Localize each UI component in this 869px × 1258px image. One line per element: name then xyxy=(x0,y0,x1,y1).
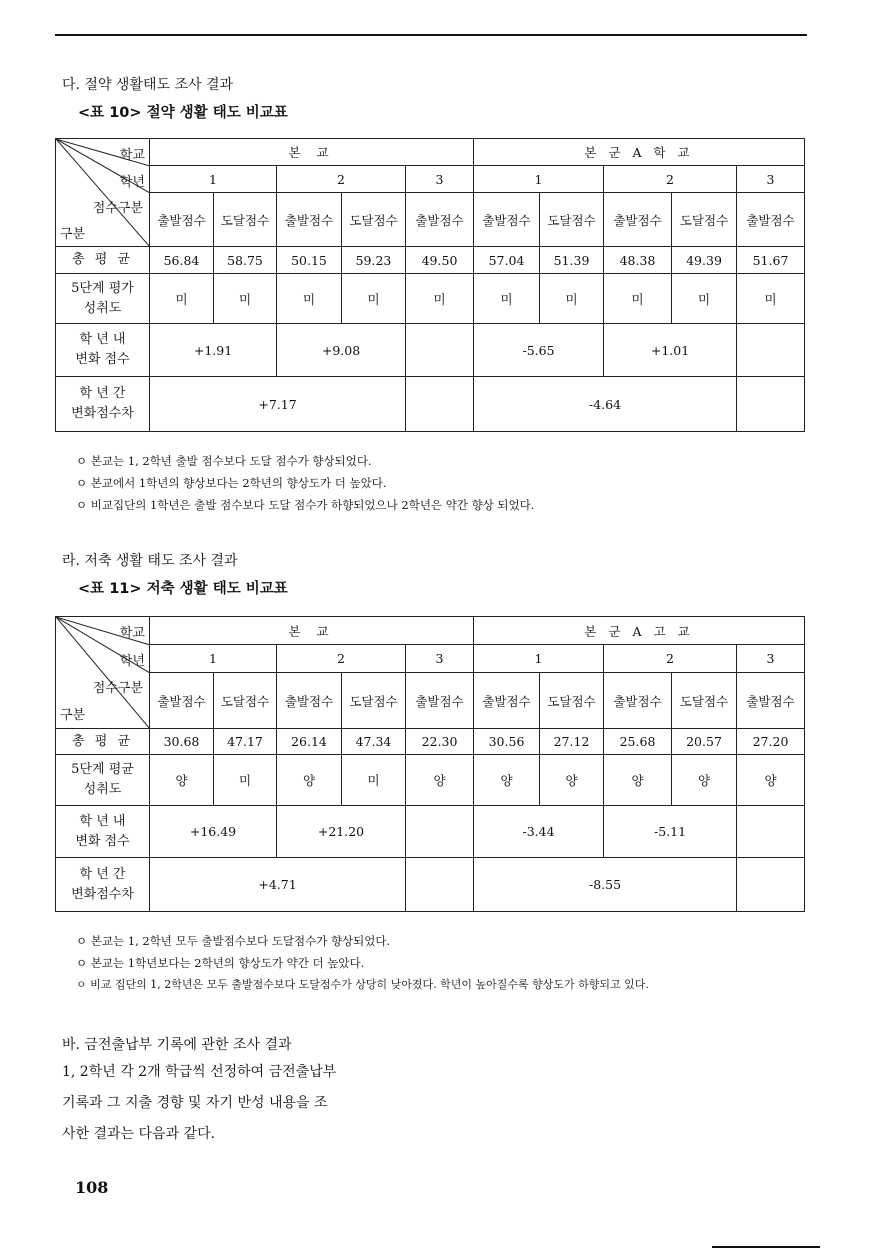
section-heading-da: 다. 절약 생활태도 조사 결과 xyxy=(62,77,234,93)
average-cell: 49.50 xyxy=(406,247,474,274)
average-cell: 59.23 xyxy=(342,247,406,274)
column-header: 도달점수 xyxy=(214,193,277,247)
row-label-line: 학 년 내 xyxy=(79,332,126,347)
grade-header: 1 xyxy=(474,645,604,673)
row-label-average: 총 평 균 xyxy=(56,729,150,755)
column-header: 출발점수 xyxy=(474,193,540,247)
row-label-line: 학 년 간 xyxy=(79,386,126,401)
table-caption-11: <표 11> 저축 생활 태도 비교표 xyxy=(78,581,288,597)
corner-cell xyxy=(56,617,150,729)
section-heading-ba: 바. 금전출납부 기록에 관한 조사 결과 xyxy=(62,1037,292,1053)
average-cell: 51.67 xyxy=(737,247,805,274)
achievement-cell: 미 xyxy=(474,274,540,324)
within-change-cell: +21.20 xyxy=(277,806,406,858)
corner-cell xyxy=(56,139,150,247)
column-header: 도달점수 xyxy=(540,673,604,729)
achievement-cell: 양 xyxy=(540,755,604,806)
grade-header: 3 xyxy=(406,166,474,193)
column-header: 출발점수 xyxy=(150,193,214,247)
within-change-cell xyxy=(737,806,805,858)
achievement-cell: 미 xyxy=(342,274,406,324)
note-line: ㅇ 본교에서 1학년의 향상보다는 2학년의 향상도가 더 높았다. xyxy=(76,476,387,490)
between-change-cell xyxy=(406,377,474,432)
within-change-cell: +1.91 xyxy=(150,324,277,377)
achievement-cell: 미 xyxy=(604,274,672,324)
average-cell: 27.12 xyxy=(540,729,604,755)
achievement-cell: 미 xyxy=(342,755,406,806)
column-header: 출발점수 xyxy=(406,193,474,247)
column-header: 출발점수 xyxy=(474,673,540,729)
school-comp-header: 본 군 A 학 교 xyxy=(474,139,805,166)
grade-header: 2 xyxy=(277,166,406,193)
achievement-cell: 미 xyxy=(277,274,342,324)
school-main-header: 본 교 xyxy=(150,139,474,166)
body-paragraph xyxy=(62,1057,336,1150)
row-label-line: 변화 점수 xyxy=(75,833,130,849)
top-rule xyxy=(55,34,807,36)
note-line: ㅇ 본교는 1학년보다는 2학년의 향상도가 약간 더 높았다. xyxy=(76,956,365,970)
row-label-line: 학 년 내 xyxy=(79,813,126,829)
row-label-line: 성취도 xyxy=(83,300,122,316)
average-cell: 49.39 xyxy=(672,247,737,274)
row-label-line: 5단계 평균 xyxy=(71,762,134,777)
notes-ra xyxy=(76,930,649,996)
average-cell: 20.57 xyxy=(672,729,737,755)
grade-header: 3 xyxy=(406,645,474,673)
corner-school-label: 학교 xyxy=(119,148,145,163)
row-label-achievement xyxy=(56,274,150,324)
average-cell: 22.30 xyxy=(406,729,474,755)
row-label-within xyxy=(56,324,150,377)
average-cell: 58.75 xyxy=(214,247,277,274)
row-label-within xyxy=(56,806,150,858)
achievement-cell: 미 xyxy=(150,274,214,324)
row-label-line: 변화 점수 xyxy=(75,352,130,367)
column-header: 출발점수 xyxy=(604,193,672,247)
column-header: 도달점수 xyxy=(672,673,737,729)
within-change-cell: +16.49 xyxy=(150,806,277,858)
average-cell: 30.56 xyxy=(474,729,540,755)
column-header: 출발점수 xyxy=(277,193,342,247)
note-line: ㅇ 비교 집단의 1, 2학년은 모두 출발점수보다 도달점수가 상당히 낮아졌다. 학년이 높아질수록 향상도가 하향되고 있다. xyxy=(76,978,649,991)
within-change-cell xyxy=(406,324,474,377)
average-cell: 25.68 xyxy=(604,729,672,755)
grade-header: 2 xyxy=(277,645,406,673)
grade-header: 2 xyxy=(604,645,737,673)
achievement-cell: 미 xyxy=(406,274,474,324)
grade-header: 3 xyxy=(737,645,805,673)
average-cell: 30.68 xyxy=(150,729,214,755)
grade-header: 1 xyxy=(150,645,277,673)
column-header: 도달점수 xyxy=(540,193,604,247)
achievement-cell: 미 xyxy=(214,755,277,806)
achievement-cell: 양 xyxy=(406,755,474,806)
note-line: ㅇ 본교는 1, 2학년 모두 출발점수보다 도달점수가 향상되었다. xyxy=(76,934,391,948)
bottom-rule xyxy=(712,1246,820,1248)
average-cell: 47.17 xyxy=(214,729,277,755)
between-change-cell: -8.55 xyxy=(474,858,737,912)
between-change-cell: +4.71 xyxy=(150,858,406,912)
achievement-cell: 양 xyxy=(474,755,540,806)
row-label-line: 성취도 xyxy=(83,782,122,797)
achievement-cell: 양 xyxy=(277,755,342,806)
column-header: 출발점수 xyxy=(604,673,672,729)
column-header: 도달점수 xyxy=(342,673,406,729)
between-change-cell xyxy=(737,377,805,432)
achievement-cell: 미 xyxy=(540,274,604,324)
between-change-cell xyxy=(406,858,474,912)
achievement-cell: 양 xyxy=(737,755,805,806)
row-label-between xyxy=(56,377,150,432)
paragraph-line: 기록과 그 지출 경향 및 자기 반성 내용을 조 xyxy=(62,1095,328,1111)
corner-div-label: 구분 xyxy=(60,227,86,242)
within-change-cell: +1.01 xyxy=(604,324,737,377)
within-change-cell: -3.44 xyxy=(474,806,604,858)
column-header: 도달점수 xyxy=(342,193,406,247)
page-number: 108 xyxy=(75,1178,109,1197)
paragraph-line: 사한 결과는 다음과 같다. xyxy=(62,1126,216,1142)
average-cell: 27.20 xyxy=(737,729,805,755)
column-header: 출발점수 xyxy=(406,673,474,729)
grade-header: 1 xyxy=(474,166,604,193)
average-cell: 57.04 xyxy=(474,247,540,274)
column-header: 출발점수 xyxy=(737,673,805,729)
corner-grade-label: 학년 xyxy=(119,654,145,669)
notes-da xyxy=(76,450,534,516)
school-main-header: 본 교 xyxy=(150,617,474,645)
achievement-cell: 양 xyxy=(150,755,214,806)
note-line: ㅇ 본교는 1, 2학년 출발 점수보다 도달 점수가 향상되었다. xyxy=(76,454,372,468)
column-header: 출발점수 xyxy=(737,193,805,247)
within-change-cell: -5.65 xyxy=(474,324,604,377)
row-label-average: 총 평 균 xyxy=(56,247,150,274)
average-cell: 51.39 xyxy=(540,247,604,274)
table-11 xyxy=(55,616,805,912)
table-10 xyxy=(55,138,805,432)
between-change-cell xyxy=(737,858,805,912)
achievement-cell: 미 xyxy=(737,274,805,324)
column-header: 출발점수 xyxy=(277,673,342,729)
grade-header: 2 xyxy=(604,166,737,193)
average-cell: 47.34 xyxy=(342,729,406,755)
within-change-cell xyxy=(406,806,474,858)
between-change-cell: +7.17 xyxy=(150,377,406,432)
between-change-cell: -4.64 xyxy=(474,377,737,432)
grade-header: 1 xyxy=(150,166,277,193)
corner-type-label: 점수구분 xyxy=(92,201,143,216)
note-line: ㅇ 비교집단의 1학년은 출발 점수보다 도달 점수가 하향되었으나 2학년은 약간 향상 되었다. xyxy=(76,498,535,512)
row-label-line: 5단계 평가 xyxy=(71,280,134,296)
row-label-between xyxy=(56,858,150,912)
row-label-line: 학 년 간 xyxy=(79,866,126,882)
row-label-line: 변화점수차 xyxy=(71,406,134,421)
column-header: 출발점수 xyxy=(150,673,214,729)
section-heading-ra: 라. 저축 생활 태도 조사 결과 xyxy=(62,553,238,569)
achievement-cell: 미 xyxy=(214,274,277,324)
corner-div-label: 구분 xyxy=(60,708,86,723)
within-change-cell xyxy=(737,324,805,377)
row-label-line: 변화점수차 xyxy=(71,886,134,902)
column-header: 도달점수 xyxy=(214,673,277,729)
achievement-cell: 미 xyxy=(672,274,737,324)
column-header: 도달점수 xyxy=(672,193,737,247)
achievement-cell: 양 xyxy=(604,755,672,806)
within-change-cell: +9.08 xyxy=(277,324,406,377)
average-cell: 50.15 xyxy=(277,247,342,274)
row-label-achievement xyxy=(56,755,150,806)
average-cell: 26.14 xyxy=(277,729,342,755)
within-change-cell: -5.11 xyxy=(604,806,737,858)
school-comp-header: 본 군 A 고 교 xyxy=(474,617,805,645)
table-caption-10: <표 10> 절약 생활 태도 비교표 xyxy=(78,105,288,121)
corner-grade-label: 학년 xyxy=(119,175,145,190)
corner-school-label: 학교 xyxy=(119,626,145,641)
corner-type-label: 점수구분 xyxy=(92,681,143,696)
paragraph-line: 1, 2학년 각 2개 학급씩 선정하여 금전출납부 xyxy=(62,1064,337,1080)
average-cell: 48.38 xyxy=(604,247,672,274)
grade-header: 3 xyxy=(737,166,805,193)
achievement-cell: 양 xyxy=(672,755,737,806)
average-cell: 56.84 xyxy=(150,247,214,274)
